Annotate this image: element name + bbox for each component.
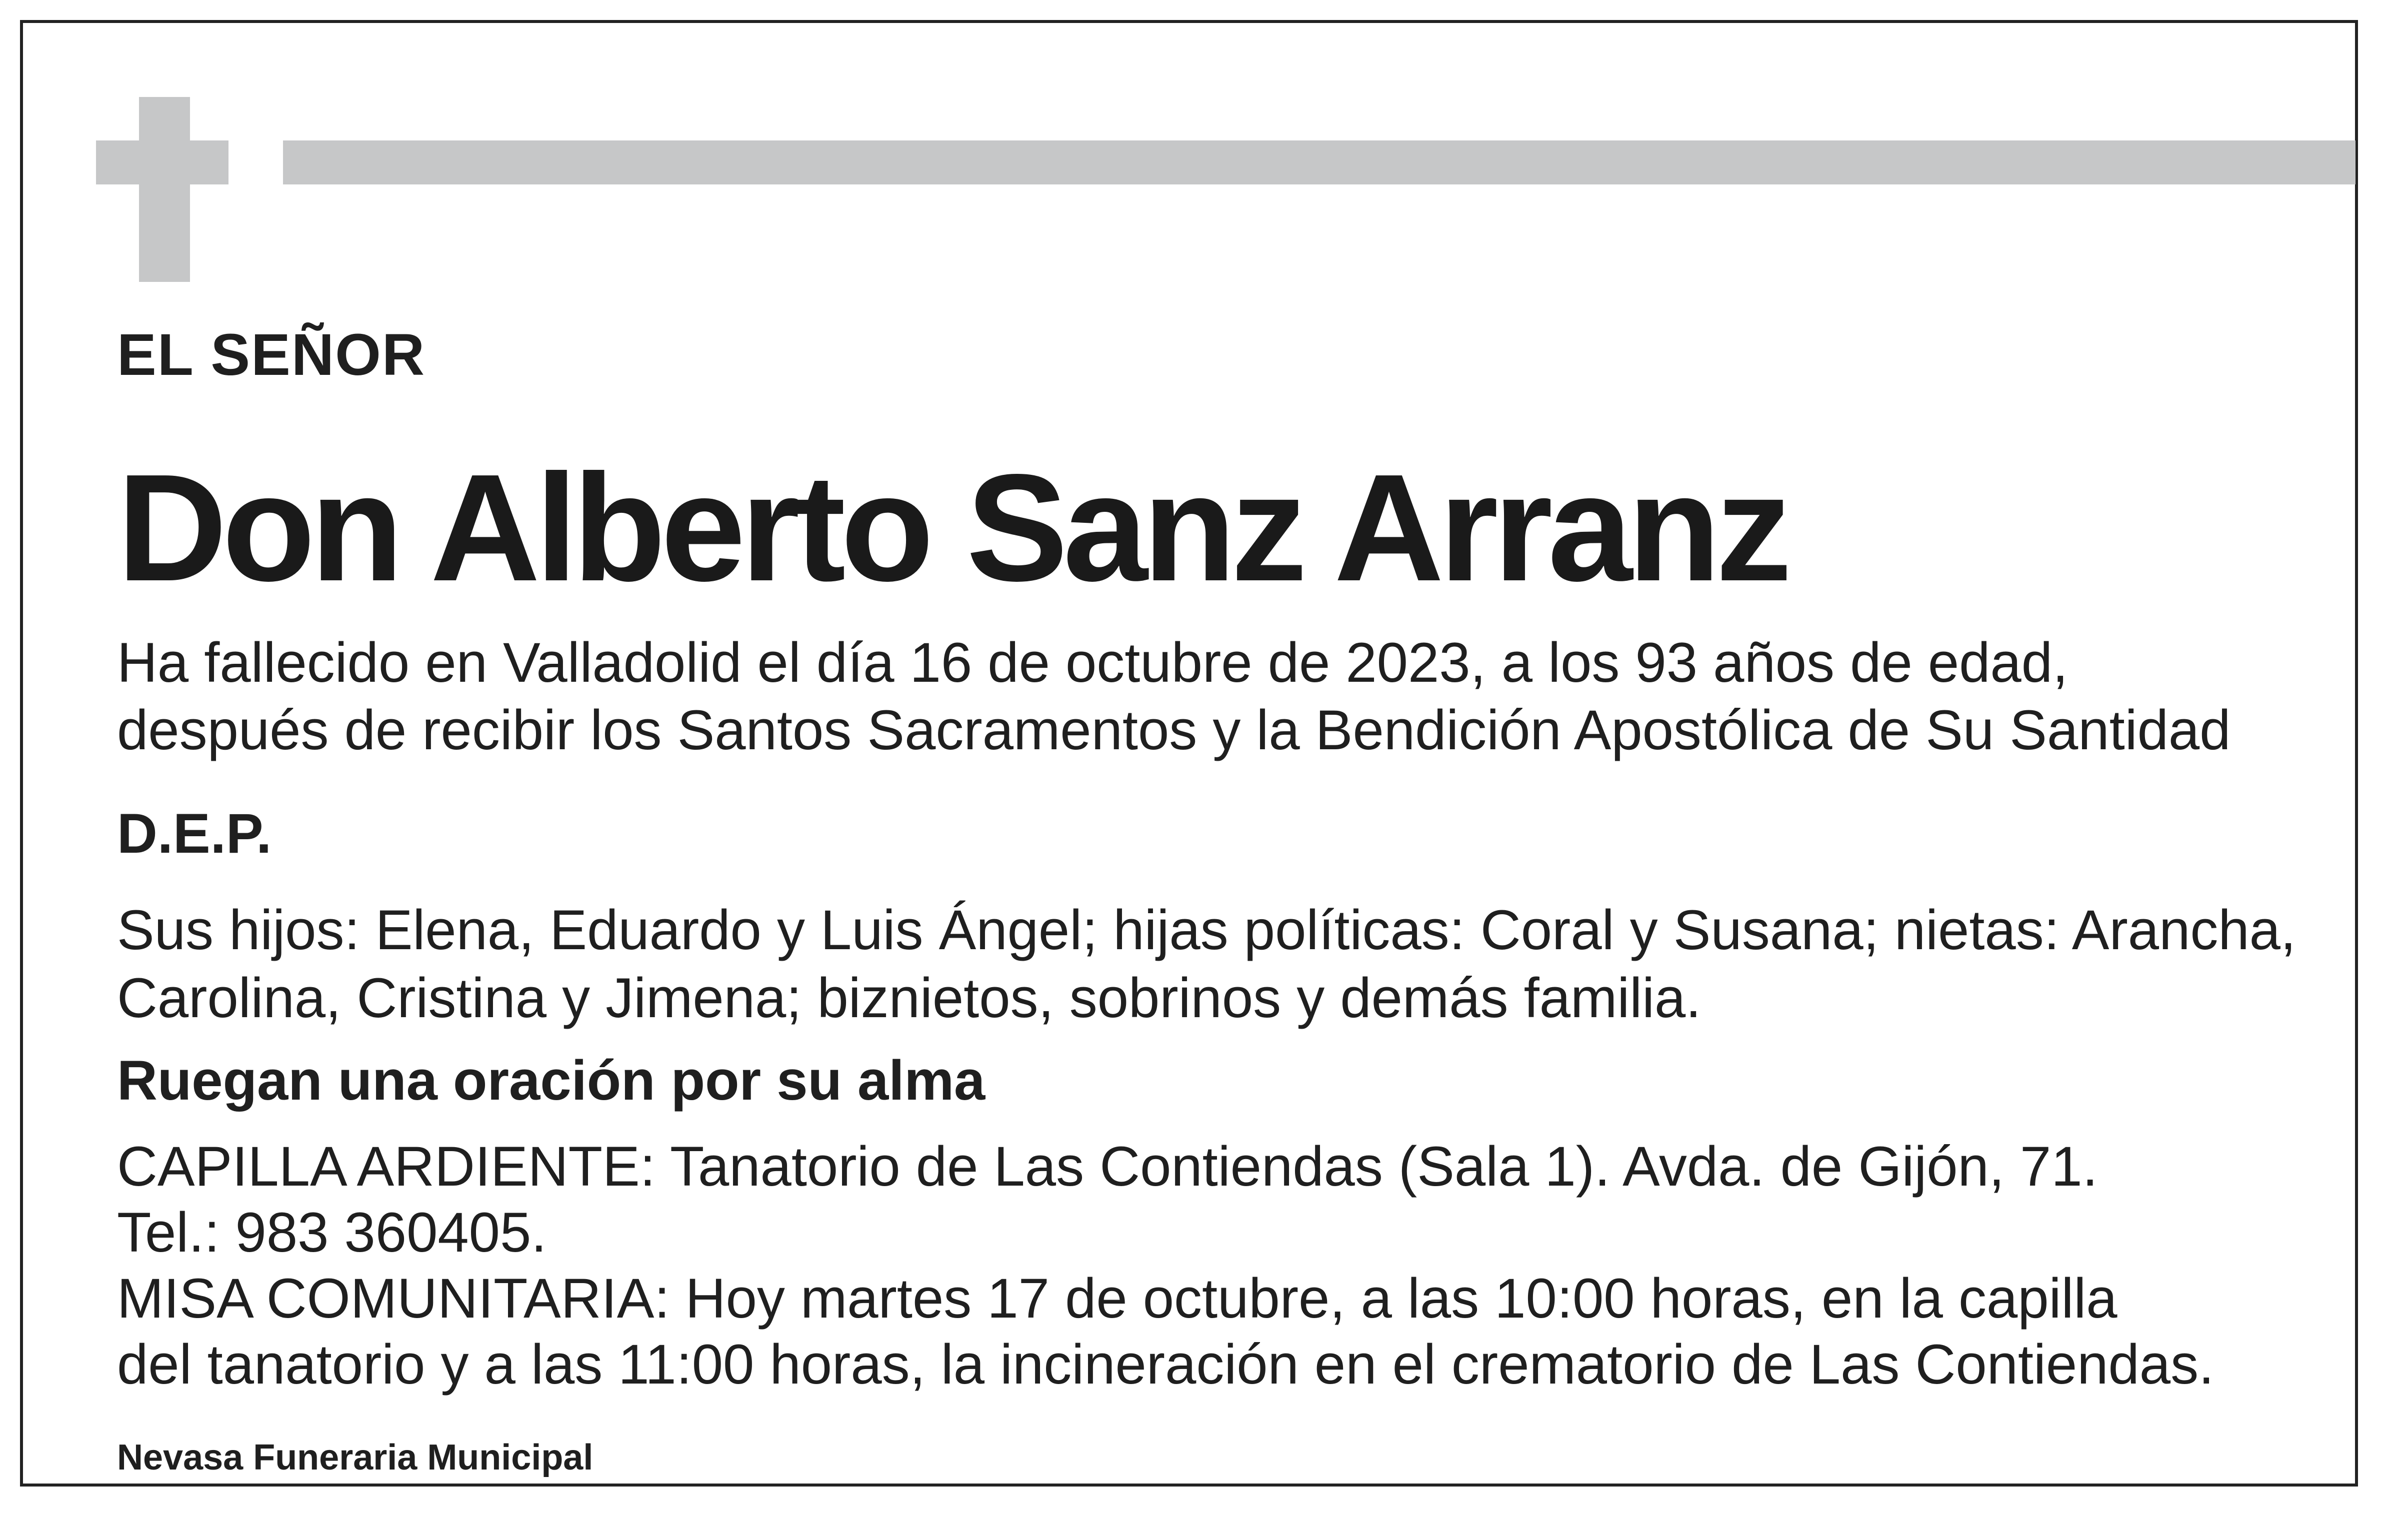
obituary-frame xyxy=(20,20,2358,1487)
cross-icon xyxy=(139,97,190,282)
family-line-2: Carolina, Cristina y Jimena; biznietos, sobrinos y demás familia. xyxy=(117,967,1702,1029)
family-line-1: Sus hijos: Elena, Eduardo y Luis Ángel; hijas políticas: Coral y Susana; nietas: Arancha, xyxy=(117,899,2296,961)
death-announcement-line-2: después de recibir los Santos Sacramentos y la Bendición Apostólica de Su Santidad xyxy=(117,699,2231,761)
service-line-3: MISA COMUNITARIA: Hoy martes 17 de octubre, a las 10:00 horas, en la capilla xyxy=(117,1267,2118,1330)
service-details xyxy=(117,1134,2214,1398)
family-text xyxy=(117,896,2296,1032)
funeral-home-credit: Nevasa Funeraria Municipal xyxy=(117,1438,594,1478)
dep-label: D.E.P. xyxy=(117,802,272,865)
service-line-1: CAPILLA ARDIENTE: Tanatorio de Las Contiendas (Sala 1). Avda. de Gijón, 71. xyxy=(117,1135,2098,1198)
cross-icon-arm xyxy=(96,140,228,184)
service-line-4: del tanatorio y a las 11:00 horas, la incineración en el crematorio de Las Contiendas. xyxy=(117,1333,2214,1396)
prayer-request: Ruegan una oración por su alma xyxy=(117,1049,986,1112)
service-line-2: Tel.: 983 360405. xyxy=(117,1201,547,1264)
deceased-name: Don Alberto Sanz Arranz xyxy=(117,442,1787,613)
header-label: EL SEÑOR xyxy=(117,322,426,388)
death-announcement xyxy=(117,629,2230,764)
decorative-bar xyxy=(283,140,2356,184)
death-announcement-line-1: Ha fallecido en Valladolid el día 16 de octubre de 2023, a los 93 años de edad, xyxy=(117,631,2068,694)
